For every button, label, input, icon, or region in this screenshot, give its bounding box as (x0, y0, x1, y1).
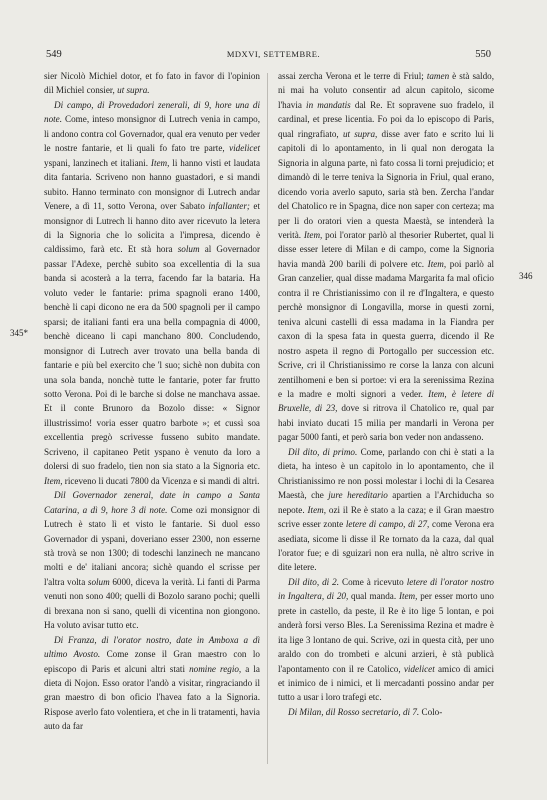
body-text: amico di amici et inimico de i nimici, et li mercadanti possino andar per tutto a usar i loro trafegi etc. (278, 663, 495, 703)
running-title: MDXVI, SETTEMBRE. (226, 49, 321, 59)
body-text: disse aver fato e scrito lui li capitoli di lo apontamento, in li qual non derogata la Signoria in alguna parte, nì fato cossa li torni prejudicio; et dimandò di le terre teniva la Signoria in Friul, qual erano, dicendo voria averlo saputo, saria stà ben. Zercha l'andar del Chatolico re in Spagna, dice non saper con certeza; ma per li do oratori vien a questa Maestà, se intenderà la verità. (278, 128, 494, 240)
italic-text: ut supra, (342, 128, 378, 139)
body-text: Come à ricevuto (339, 576, 407, 587)
right-paragraph (278, 575, 494, 705)
italic-text: Item, (427, 258, 447, 269)
italic-text: videlicet (229, 143, 260, 154)
left-column (44, 69, 260, 734)
italic-text: infallanter; (208, 201, 250, 212)
italic-text: ut supra. (117, 85, 150, 96)
left-paragraph (44, 488, 260, 633)
italic-text: Item, (398, 591, 418, 602)
body-text: poi parlò al Gran canzelier, qual disse madama Margarita fa mal oficio contra il re Christianissimo con il re d'Ingaltera, e questo perchè monsignor di Longavilla, morse in questi zorni, teniva alcuni castelli di essa madama in la Fiandra per caxon di la spesa fata in questa guerra, dicendo il Re nostro aspeta il regno di Portogallo per succession etc. Scrive, cri il Christianissimo re corse la lanza con alcuni zentilhomeni e ben si portoe: vi era la serenissima Rezina e la madre e molti signori a veder. (278, 258, 494, 399)
body-text: li hanno visti et laudata dita fantaria. Scriveno non hanno guastadori, e si mandi subito. Hanno terminato con monsignor di Lutrech andar Venere, a dì 11, sotto Verona, over Sabato (44, 157, 260, 212)
body-text: Come ozi monsignor di Lutrech è stato lì et visto le fantarie. Si duol esso Governador di yspani, doveriano esser 2300, non esserne stà trovà se non 1300; di todeschi lanzinech ne mancano molti e de' italiani ancora; sichè quando el scrisse per l'altra volta (44, 504, 260, 587)
italic-text: jure hereditario (328, 490, 388, 501)
body-text: ozi il Re è stato a la caza; e il Gran maestro scrive esser zonte (278, 504, 494, 530)
italic-text: solum (87, 576, 110, 587)
italic-text: letere di l'orator nostro in Ingaltera, di 20, (278, 576, 494, 602)
body-text: dal Re. Et sopravene suo fradelo, il cardinal, et prese licentia. Fo poi da lo episcopo di Paris, qual ringrafiato, (278, 99, 494, 139)
body-text: a la dieta di Nojon. Esso orator l'andò a visitar, ringraciando il gran maestro di bon oficio l'havea fato a la Signoria. Rispose averlo fato volentiera, et che in li tratamenti, havia auto da far (44, 663, 260, 732)
right-paragraph (278, 69, 494, 445)
body-text: Come, parlando con chi è stati a la dieta, ha inteso è un capitolo in lo apontamento, che il Christianissimo re non possi molestar i lochi di la Cesarea Maestà, che (278, 446, 494, 501)
body-text: Come, inteso monsignor di Lutrech venia in campo, li andono contra col Governador, qual era venuto per veder le nostre fantarie, et li quali fo fato tre parte, (44, 114, 260, 154)
italic-text: Dil dito, di primo. (288, 446, 358, 457)
italic-text: videlicet (403, 663, 435, 674)
margin-note-right: 346 (519, 271, 533, 281)
italic-text: letere di campo, di 27, (345, 519, 430, 530)
body-text: assai zercha Verona et le terre di Friul; (278, 71, 427, 81)
italic-text: solum (177, 244, 200, 255)
body-text: et monsignor di Lutrech li hanno dito aver ricevuto la letera di la Signoria che lo solicita a l'impresa, dicendo è caldissimo, farà etc. Et stà hora (44, 201, 260, 255)
body-text: sier Nicolò Michiel dotor, et fo fato in favor di l'opinion dil Michiel consier, (44, 71, 260, 96)
body-text: yspani, lanzinech et italiani. (44, 157, 151, 168)
body-text: poi l'orator parlò al thesorier Rubertet, qual li disse esser letere di Milan e di campo, come la Signoria havia mandà 200 barili di polvere etc. (278, 229, 494, 269)
body-text: 6000, diceva la verità. Li fanti di Parma venuti non sono 400; quelli di Bozolo sarano pochi; quelli di brexana non si sano, quelli di vicentina non giongono. Ha voluto avisar tutto etc. (44, 576, 260, 631)
page-number-right: 550 (475, 49, 491, 60)
margin-note-left: 345* (10, 328, 28, 338)
italic-text: Item, è letere di Bruxelle, di 23, (278, 388, 494, 414)
italic-text: Dil dito, di 2. (288, 576, 340, 587)
left-paragraph (44, 633, 260, 734)
body-text: dove si ritrova il Chatolico re, qual par habi inviato ducati 15 milia per mandarli in Verona per pagar 5000 fanti, et però saria bon veder non andasseno. (278, 403, 494, 443)
italic-text: Di Franza, di l'orator nostro, date in Amboxa a dì ultimo Avosto. (44, 634, 260, 660)
italic-text: Di Milan, dil Rosso secretario, di 7. (288, 706, 420, 717)
body-text: come Verona era asediata, sicome li disse il Re tornato da la caza, dal qual l'orator fue; e di sguizari non era nulla, nè altro scrive in dite letere. (278, 519, 494, 573)
column-divider (267, 73, 268, 764)
body-text: al Governador passar l'Adexe, perchè subito soa excellentia di la sua banda si acosterà a la terra, facendo far la bataria. Ha voluto veder le fantarie: prima spagnoli erano 1400, benchè li capi dicono ne era da 500 spagnoli per il campo sparsi; de italiani fanti era una bella compagnia di 4000, benchè diceano li capi manchano 800. Concludendo, monsignor di Lutrech aver trovato una bella banda di fantarie e più bel exercito che 'l suo; sichè non dubita con una sola banda, nonchè tutte le fantarie, poter far frutto sotto Verona. Poi di le barche si dolse ne manchava assae. Et il conte Brunoro da Bozolo disse: « Signor illustrissimo! voria esser quatro barbote »; et cussì soa excellentia pregò scrivesse fusseno subito mandate. Scriveno, il capitaneo Petit yspano è venuto da loro a dolersi di suo fradelo, tien non sia stato a la Signoria etc. (44, 244, 260, 472)
body-text: Come zonse il Gran maestro con lo episcopo di Paris et alcuni altri stati (44, 649, 260, 674)
body-text: apartien a l'Archiducha so nepote. (278, 490, 494, 515)
left-paragraph (44, 69, 260, 98)
body-text: Colo- (419, 706, 443, 717)
page-number-left: 549 (46, 49, 62, 60)
body-text: per esser morto uno prete in castello, da peste, il Re è ito lige 5 lontan, e poi anderà forsi verso Bles. La Serenissima Rezina et madre è ita lige 3 lontano de qui. Scrive, ozi in questa cità, per uno araldo con do trombeti e alcuni arzieri, è stà publicà l'apontamento con il re Catolico, (278, 591, 494, 674)
right-column (278, 69, 494, 719)
italic-text: tamen (426, 71, 450, 81)
italic-text: in mandatis (306, 99, 351, 110)
italic-text: Di campo, di Provedadori zenerali, di 9, hore una di note. (44, 99, 260, 125)
left-paragraph (44, 98, 260, 488)
right-paragraph (278, 445, 494, 575)
italic-text: Item, (303, 229, 323, 240)
right-paragraph (278, 705, 494, 719)
italic-text: Item, (44, 475, 63, 486)
italic-text: Dil Governador zeneral, date in campo a Santa Catarina, a dì 9, hore 3 di note. (44, 490, 260, 515)
body-text: riceveno li ducati 7800 da Vicenza e si mandi di altri. (62, 475, 260, 486)
body-text: è stà saldo, ni mai ha voluto consentir ad alcun capitolo, sicome l'havia (278, 71, 494, 110)
body-text: qual manda. (348, 591, 399, 602)
italic-text: Item, (150, 157, 170, 168)
italic-text: Item, (307, 504, 326, 515)
italic-text: nomine regio, (189, 663, 242, 674)
